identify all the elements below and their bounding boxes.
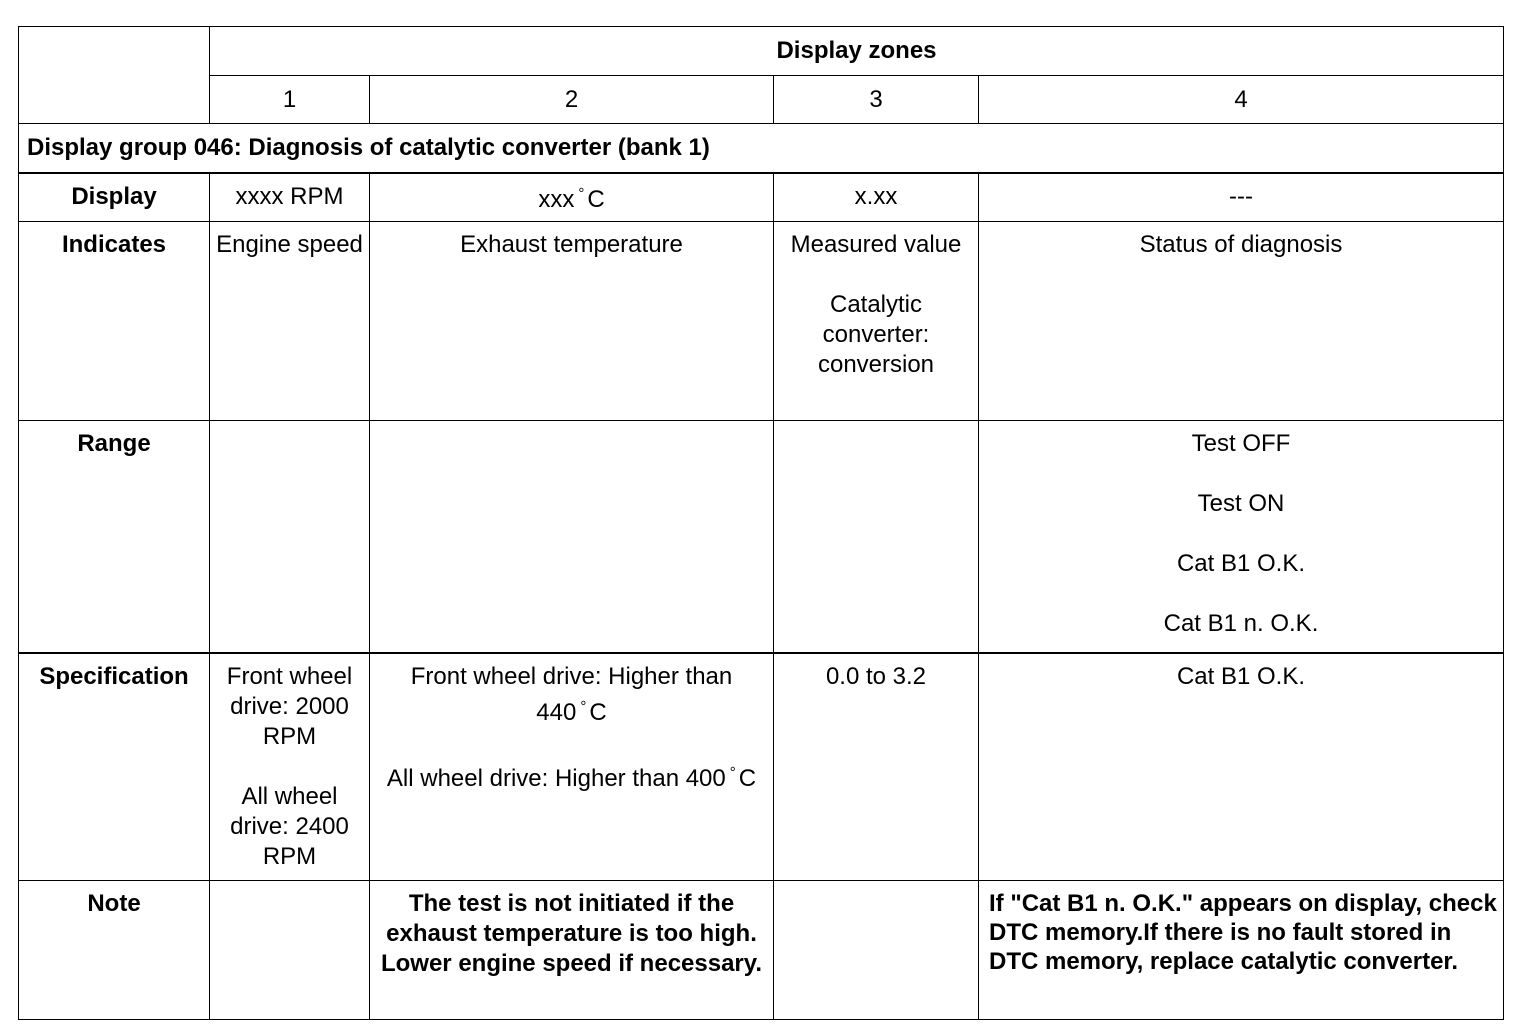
indicates-zone-4: Status of diagnosis <box>979 222 1504 421</box>
zone-3-header: 3 <box>774 76 979 124</box>
display-zones-header: Display zones <box>210 27 1504 76</box>
range-zone-3 <box>774 421 979 653</box>
display-group-title: Display group 046: Diagnosis of catalytic converter (bank 1) <box>19 124 1504 173</box>
spec-all-wheel-rpm: All wheel drive: 2400 RPM <box>230 782 349 870</box>
indicates-zone-3-line-a: Measured value <box>790 231 962 258</box>
indicates-zone-1: Engine speed <box>210 222 370 421</box>
degree-symbol: ° <box>729 763 736 781</box>
range-value: Test OFF <box>1191 430 1291 457</box>
display-zone-3: x.xx <box>774 173 979 222</box>
row-range <box>19 421 1504 653</box>
display-zone-1: xxxx RPM <box>210 173 370 222</box>
range-value: Cat B1 O.K. <box>1176 550 1306 577</box>
specification-zone-4: Cat B1 O.K. <box>979 653 1504 881</box>
spec-all-wheel-temp: All wheel drive: Higher than 400 ° C <box>386 763 757 792</box>
row-label-display: Display <box>19 173 210 222</box>
zone-2-header: 2 <box>370 76 774 124</box>
degree-symbol: ° <box>580 697 587 715</box>
corner-cell <box>19 27 210 124</box>
row-label-specification: Specification <box>19 653 210 881</box>
row-display <box>19 173 1504 222</box>
spec-front-wheel-rpm: Front wheel drive: 2000 RPM <box>226 662 353 750</box>
display-zone-2-value: xxx <box>538 186 575 214</box>
specification-zone-2 <box>370 653 774 881</box>
row-label-range: Range <box>19 421 210 653</box>
indicates-zone-2: Exhaust temperature <box>370 222 774 421</box>
note-zone-2: The test is not initiated if the exhaust temperature is too high. Lower engine speed if necessary. <box>370 881 774 1020</box>
row-indicates <box>19 222 1504 421</box>
note-zone-1 <box>210 881 370 1020</box>
indicates-zone-3 <box>774 222 979 421</box>
diagnosis-table <box>18 26 1504 1020</box>
row-specification <box>19 653 1504 881</box>
note-zone-4: If "Cat B1 n. O.K." appears on display, check DTC memory.If there is no fault stored in DTC memory, replace catalytic converter. <box>979 881 1504 1020</box>
zone-1-header: 1 <box>210 76 370 124</box>
degree-symbol: ° <box>578 185 585 203</box>
specification-zone-3: 0.0 to 3.2 <box>774 653 979 881</box>
row-note <box>19 881 1504 1020</box>
row-label-indicates: Indicates <box>19 222 210 421</box>
range-zone-1 <box>210 421 370 653</box>
range-value: Cat B1 n. O.K. <box>1163 610 1319 637</box>
row-label-note: Note <box>19 881 210 1020</box>
indicates-zone-3-line-b: Catalytic converter: conversion <box>817 291 935 378</box>
spec-front-wheel-temp: Front wheel drive: Higher than 440 ° C <box>410 662 733 726</box>
specification-zone-1 <box>210 653 370 881</box>
note-zone-3 <box>774 881 979 1020</box>
display-zone-4: --- <box>979 173 1504 222</box>
range-zone-2 <box>370 421 774 653</box>
range-zone-4 <box>979 421 1504 653</box>
display-zone-2-unit: C <box>587 186 605 214</box>
zone-4-header: 4 <box>979 76 1504 124</box>
display-zone-2 <box>370 173 774 222</box>
range-value: Test ON <box>1197 490 1285 517</box>
